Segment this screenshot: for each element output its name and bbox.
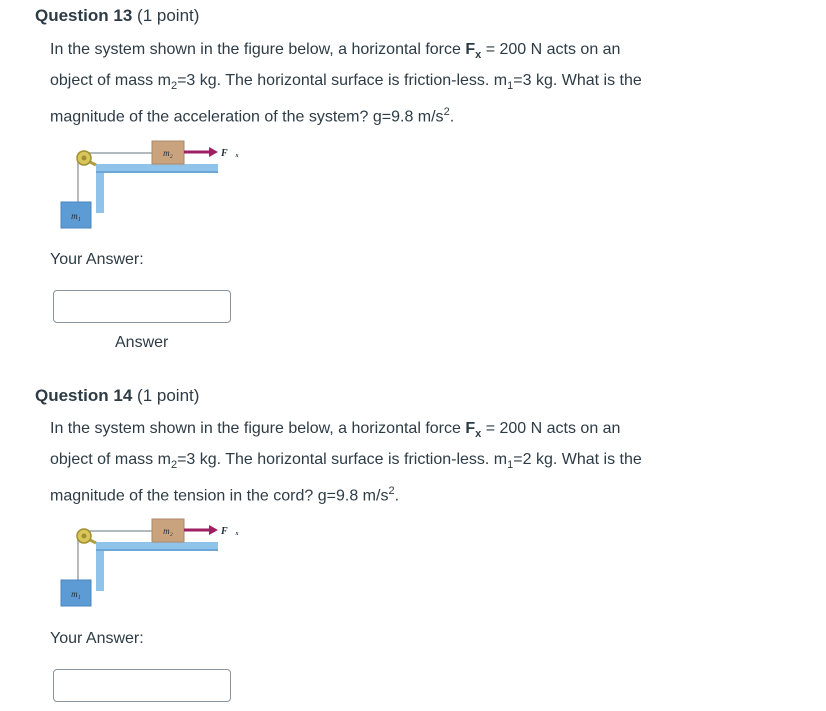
question-text-line	[50, 416, 750, 447]
question-text-line	[50, 37, 750, 68]
question-text-line	[50, 68, 750, 99]
text-segment: magnitude of the tension in the cord? g=9.8 m/s	[50, 487, 389, 505]
force-symbol: F	[465, 420, 476, 437]
your-answer-label: Your Answer:	[50, 251, 144, 268]
text-segment: magnitude of the acceleration of the system? g=9.8 m/s	[50, 108, 444, 126]
exponent: 2	[443, 106, 450, 119]
text-segment: In the system shown in the figure below, a horizontal force	[50, 420, 466, 437]
force-symbol: F	[465, 41, 476, 58]
question-text-line	[50, 99, 750, 130]
text-segment: =3 kg. The horizontal surface is friction-less. m	[177, 72, 508, 90]
force-subscript: x	[475, 428, 482, 441]
question-number: Question 13	[35, 6, 133, 25]
answer-input-q14[interactable]	[53, 669, 231, 702]
mass-subscript: 2	[170, 459, 178, 472]
question-points: (1 point)	[137, 6, 200, 25]
text-segment: = 200 N acts on an	[481, 420, 621, 437]
table-leg	[96, 171, 104, 213]
text-segment: =3 kg. What is the	[513, 72, 642, 90]
text-segment: object of mass m	[50, 451, 171, 469]
question-13-title	[35, 6, 199, 26]
mass-subscript: 1	[507, 459, 514, 472]
m1-label: m₁	[71, 211, 81, 221]
table-surface	[96, 542, 218, 550]
answer-input-q13[interactable]	[53, 290, 231, 323]
force-arrow-icon	[184, 147, 218, 157]
text-segment: =2 kg. What is the	[513, 451, 642, 469]
question-14-title	[35, 386, 199, 406]
mass-subscript: 1	[507, 80, 514, 93]
question-number: Question 14	[35, 386, 133, 405]
question-14-text	[50, 416, 750, 510]
force-label: F⃗ₓ	[221, 526, 239, 537]
table-surface-shadow	[96, 171, 218, 173]
table-surface-shadow	[96, 549, 218, 551]
question-text-line	[50, 478, 750, 509]
m2-label: m₂	[163, 526, 173, 536]
mass-subscript: 2	[170, 80, 178, 93]
pulley-system-figure	[58, 140, 248, 230]
your-answer-label: Your Answer:	[50, 630, 144, 647]
force-subscript: x	[475, 49, 482, 62]
text-segment: In the system shown in the figure below, a horizontal force	[50, 41, 466, 58]
table-surface	[96, 164, 218, 172]
question-13-text	[50, 37, 750, 131]
force-label: F⃗ₓ	[221, 148, 239, 159]
question-points: (1 point)	[137, 386, 200, 405]
text-segment: .	[394, 487, 400, 505]
table-leg	[96, 549, 104, 591]
exponent: 2	[388, 485, 395, 498]
force-arrow-icon	[184, 525, 218, 535]
text-segment: object of mass m	[50, 72, 171, 90]
answer-caption: Answer	[115, 334, 169, 351]
question-text-line	[50, 447, 750, 478]
text-segment: .	[449, 108, 455, 126]
text-segment: =3 kg. The horizontal surface is friction-less. m	[177, 451, 508, 469]
m2-label: m₂	[163, 148, 173, 158]
m1-label: m₁	[71, 589, 81, 599]
pulley-system-figure	[58, 518, 248, 608]
text-segment: = 200 N acts on an	[481, 41, 621, 58]
